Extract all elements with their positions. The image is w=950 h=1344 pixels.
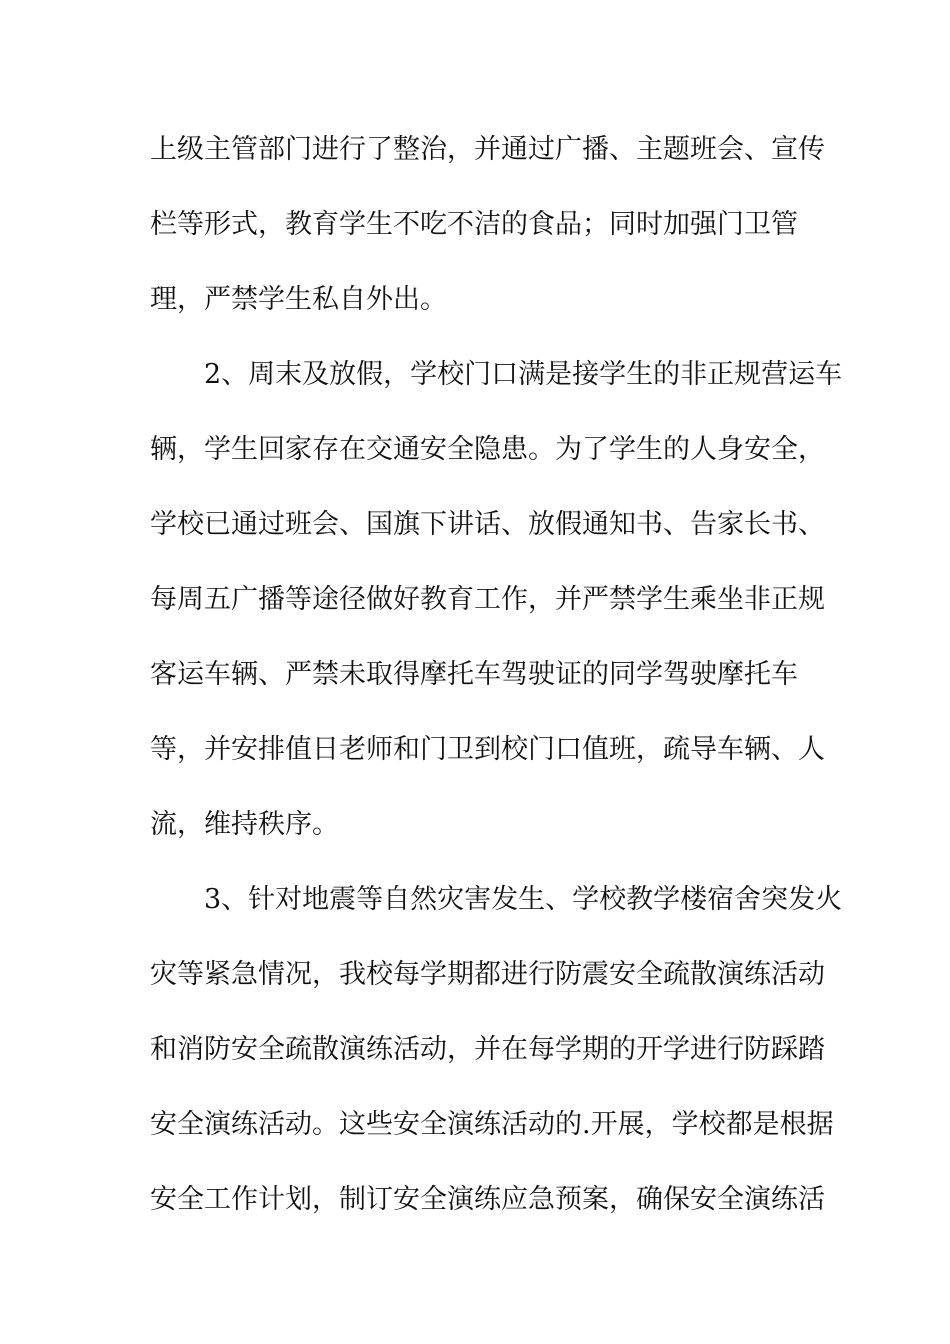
text-line: 栏等形式，教育学生不吃不洁的食品；同时加强门卫管 bbox=[150, 209, 798, 240]
text-line: 安全演练活动。这些安全演练活动的.开展，学校都是根据 bbox=[150, 1109, 834, 1140]
text-line: 辆，学生回家存在交通安全隐患。为了学生的人身安全， bbox=[150, 434, 825, 465]
text-line: 安全工作计划，制订安全演练应急预案，确保安全演练活 bbox=[150, 1184, 825, 1215]
paragraph-start-line: 2、周末及放假，学校门口满是接学生的非正规营运车 bbox=[204, 359, 843, 390]
text-line: 和消防安全疏散演练活动，并在每学期的开学进行防踩踏 bbox=[150, 1034, 825, 1065]
text-line: 客运车辆、严禁未取得摩托车驾驶证的同学驾驶摩托车 bbox=[150, 659, 798, 690]
text-line: 学校已通过班会、国旗下讲话、放假通知书、告家长书、 bbox=[150, 509, 825, 540]
text-line: 等，并安排值日老师和门卫到校门口值班，疏导车辆、人 bbox=[150, 734, 825, 765]
text-line: 理，严禁学生私自外出。 bbox=[150, 284, 447, 315]
text-line: 上级主管部门进行了整治，并通过广播、主题班会、宣传 bbox=[150, 134, 825, 165]
paragraph-start-line: 3、针对地震等自然灾害发生、学校教学楼宿舍突发火 bbox=[204, 884, 843, 915]
text-line: 灾等紧急情况，我校每学期都进行防震安全疏散演练活动 bbox=[150, 959, 825, 990]
text-line: 每周五广播等途径做好教育工作，并严禁学生乘坐非正规 bbox=[150, 584, 825, 615]
text-line: 流，维持秩序。 bbox=[150, 809, 339, 840]
